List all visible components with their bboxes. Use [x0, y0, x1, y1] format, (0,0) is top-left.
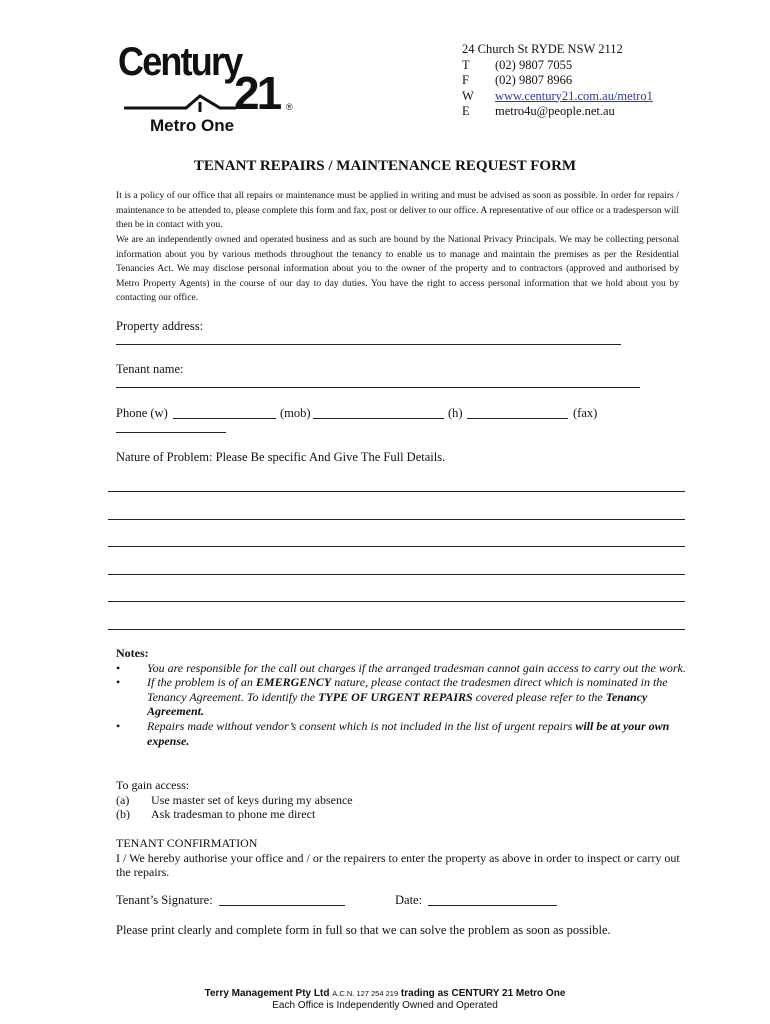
note-emergency: • If the problem is of an EMERGENCY nature, please contact the tradesmen direct which is nominated in the Tenancy Agreement. To identify the TYPE OF URGENT REPAIRS covered please refer to the Tenancy Agreement. — [116, 675, 686, 719]
problem-line[interactable] — [108, 519, 685, 520]
note-call-out-charges: • You are responsible for the call out charges if the arranged tradesman cannot gain access to carry out the work. — [116, 661, 686, 676]
intro-paragraph-policy: It is a policy of our office that all repairs or maintenance must be applied in writing and must be advised as soon as possible. In order for repairs / maintenance to be attended to, please complete this form and fax, post or deliver to our office. A representative of our office or a tradesperson will then be in contact with you. — [116, 190, 679, 231]
house-roof-icon — [124, 88, 236, 112]
notes-section — [116, 646, 686, 748]
logo-subtitle: Metro One — [150, 116, 235, 135]
print-instruction: Please print clearly and complete form in full so that we can solve the problem as soon as possible. — [116, 923, 611, 937]
contact-phone: T (02) 9807 7055 — [462, 57, 573, 72]
problem-line[interactable] — [108, 574, 685, 575]
footer — [0, 988, 770, 1012]
contact-block — [462, 42, 653, 120]
access-section — [116, 778, 353, 822]
access-option-b[interactable]: (b) Ask tradesman to phone me direct — [116, 807, 316, 822]
confirmation-heading: TENANT CONFIRMATION — [116, 836, 258, 850]
confirmation-text: I / We hereby authorise your office and / or the repairers to enter the property as above in order to inspect or carry out the repairs. — [116, 850, 680, 880]
office-address: 24 Church St RYDE NSW 2112 — [462, 42, 623, 56]
phone-home-line[interactable] — [467, 418, 568, 419]
date-line[interactable] — [428, 905, 557, 906]
access-option-a[interactable]: (a) Use master set of keys during my absence — [116, 792, 353, 807]
tenant-name-label: Tenant name: — [116, 362, 184, 376]
signature-line[interactable] — [219, 905, 345, 906]
phone-work-line[interactable] — [173, 418, 276, 419]
contact-web: W www.century21.com.au/metro1 — [462, 88, 653, 103]
footer-company-line: Terry Management Pty Ltd A.C.N. 127 254 219 trading as CENTURY 21 Metro One — [204, 988, 566, 999]
notes-heading: Notes: — [116, 646, 149, 660]
property-address-line[interactable] — [116, 344, 621, 345]
intro-paragraph-privacy: We are an independently owned and operated business and as such are bound by the National Privacy Principals. We may be collecting personal information about you by various methods throughout the tenancy to enable us to manage and maintain the premises as per the Residential Tenancies Act. We may disclose personal information about you to the owner of the property and to contractors (approved and authorised by Metro Property Agents) in the course of our day to day duties. You have the right to access personal information that we hold about you by contacting our office. — [116, 234, 679, 304]
nature-of-problem-label: Nature of Problem: Please Be specific And Give The Full Details. — [116, 450, 446, 464]
footer-independent-line: Each Office is Independently Owned and Operated — [272, 1000, 498, 1011]
signature-label: Tenant’s Signature: — [116, 893, 213, 907]
phone-home-label: (h) — [448, 406, 463, 420]
tenant-name-line[interactable] — [116, 387, 640, 388]
phone-mobile-line[interactable] — [313, 418, 444, 419]
problem-line[interactable] — [108, 546, 685, 547]
access-heading: To gain access: — [116, 778, 190, 792]
problem-line[interactable] — [108, 491, 685, 492]
problem-line[interactable] — [108, 601, 685, 602]
logo-number: 21 — [234, 67, 280, 119]
property-address-label: Property address: — [116, 319, 204, 333]
confirmation-section — [116, 836, 686, 880]
contact-email: E metro4u@people.net.au — [462, 104, 615, 118]
note-vendor-consent: • Repairs made without vendor’s consent which is not included in the list of urgent repairs will be at your own expense. — [116, 719, 686, 748]
phone-mobile-label: (mob) — [280, 406, 311, 420]
website-link[interactable]: www.century21.com.au/metro1 — [495, 88, 653, 103]
contact-fax: F (02) 9807 8966 — [462, 73, 573, 87]
problem-line[interactable] — [108, 629, 685, 630]
logo-registered-mark: ® — [286, 102, 293, 112]
phone-work-label: Phone (w) — [116, 406, 168, 420]
form-title: TENANT REPAIRS / MAINTENANCE REQUEST FORM — [193, 158, 577, 174]
phone-fax-line[interactable] — [116, 432, 226, 433]
logo-word: Century — [118, 40, 242, 84]
century21-logo — [118, 40, 308, 140]
date-label: Date: — [395, 893, 423, 907]
phone-fax-label: (fax) — [573, 406, 598, 420]
